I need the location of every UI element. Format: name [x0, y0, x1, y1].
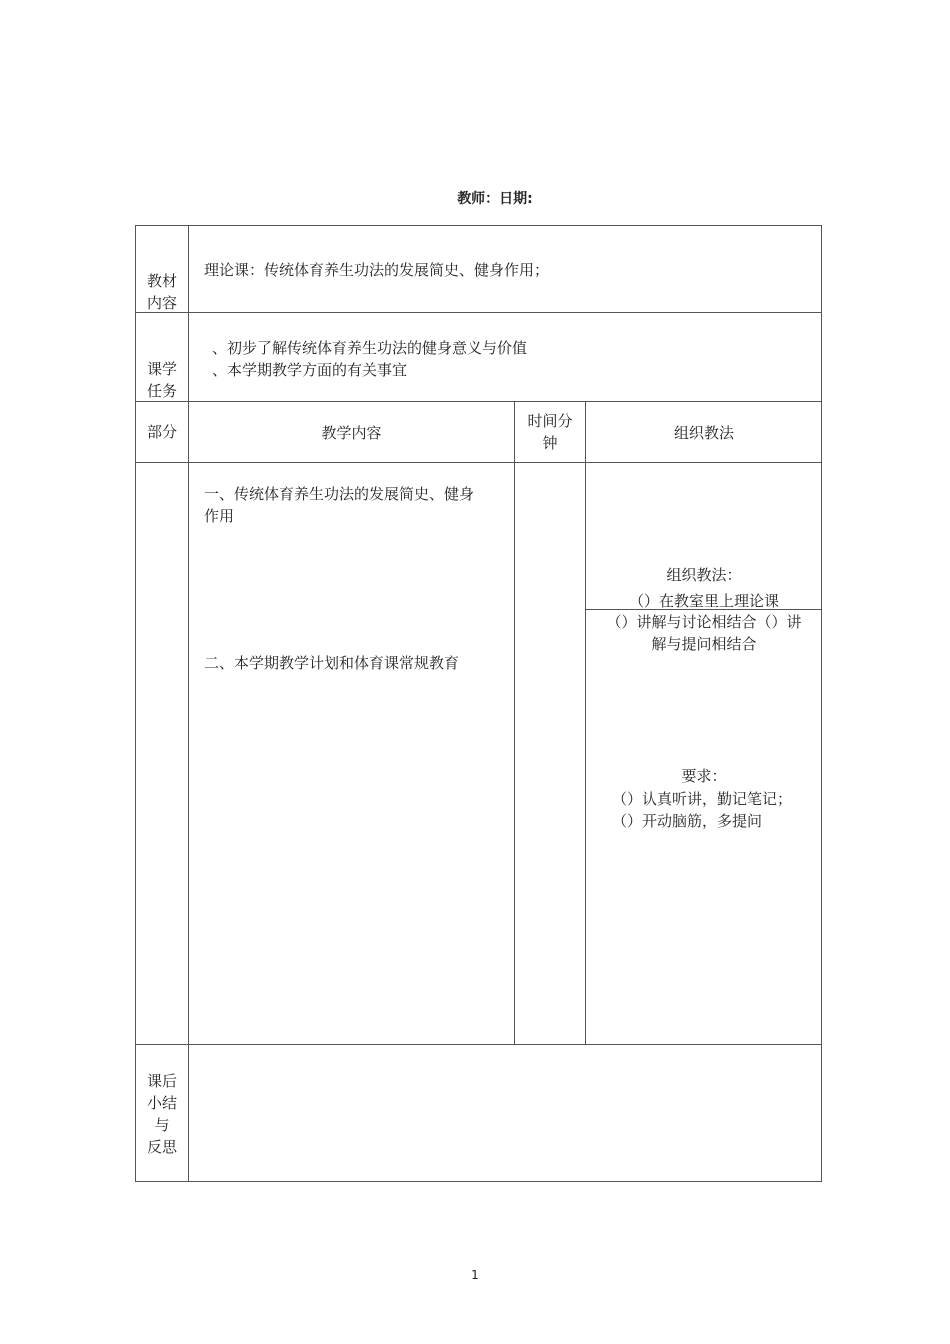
content-item-2: 二、本学期教学计划和体育课常规教育	[204, 654, 460, 672]
column-divider	[585, 401, 586, 1044]
col-header-section: 部分	[146, 423, 177, 441]
requirements-title: 要求：	[681, 767, 727, 785]
method-line-2: （）讲解与讨论相结合（）讲 解与提问相结合	[606, 613, 802, 653]
task-label: 课学 任务	[146, 360, 177, 400]
requirements-list: （）认真听讲，勤记笔记； （）开动脑筋，多提问	[612, 790, 793, 830]
summary-label: 课后 小结 与 反思	[146, 1072, 177, 1156]
teacher-date-line: 教师：日期:	[457, 191, 533, 207]
material-label: 教材 内容	[146, 272, 177, 312]
method-title: 组织教法：	[666, 566, 742, 584]
column-divider	[188, 225, 189, 1182]
row-divider	[135, 401, 822, 402]
material-text: 理论课：传统体育养生功法的发展简史、健身作用；	[204, 261, 550, 279]
col-header-time: 时间分 钟	[527, 412, 573, 452]
row-divider	[135, 462, 822, 463]
content-item-1: 一、传统体育养生功法的发展简史、健身 作用	[204, 485, 475, 525]
task-text: 、初步了解传统体育养生功法的健身意义与价值 、本学期教学方面的有关事宜	[212, 339, 528, 379]
row-divider	[135, 1044, 822, 1045]
col-header-method: 组织教法	[673, 424, 734, 442]
page-number: 1	[471, 1268, 479, 1282]
row-divider	[135, 312, 822, 313]
method-line-1: （）在教室里上理论课	[628, 592, 779, 610]
column-divider	[514, 401, 515, 1044]
col-header-content: 教学内容	[321, 424, 382, 442]
